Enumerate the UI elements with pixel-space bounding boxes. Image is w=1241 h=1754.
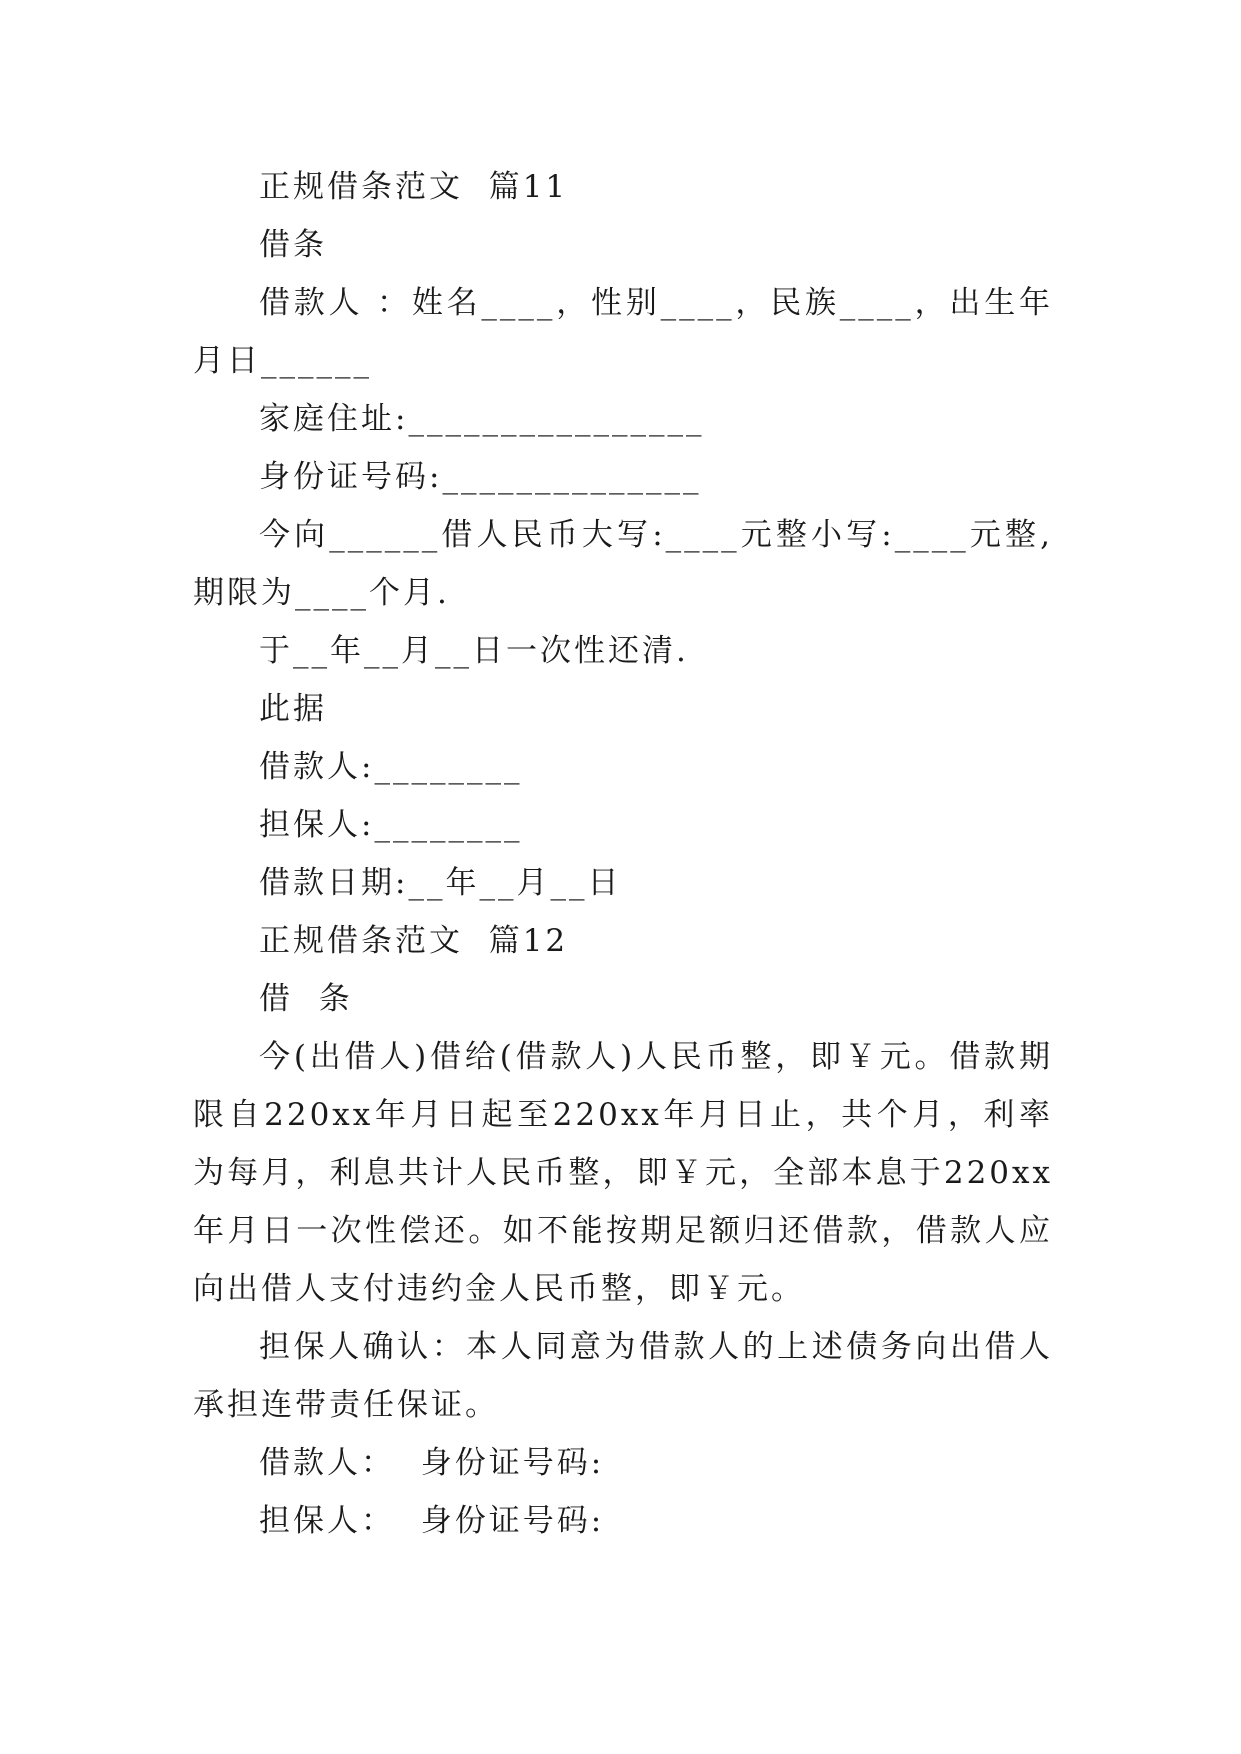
- home-address-line: 家庭住址:________________: [259, 401, 705, 437]
- guarantor-signature-line: 担保人:________: [259, 807, 523, 843]
- guarantor-id-line: 担保人： 身份证号码:: [259, 1503, 605, 1539]
- receipt-note: 此据: [259, 691, 327, 727]
- borrower-signature-line: 借款人:________: [259, 749, 523, 785]
- borrower-info-line: 借款人 ：姓名____，性别____，民族____，出生年月日______: [193, 285, 1053, 379]
- document-title-2: 借 条: [259, 981, 353, 1017]
- repayment-date-line: 于__年__月__日一次性还清.: [259, 633, 689, 669]
- section-heading-12: 正规借条范文 篇12: [259, 923, 569, 959]
- loan-amount-line: 今向______借人民币大写:____元整小写:____元整,期限为____个月.: [193, 517, 1053, 611]
- id-number-line: 身份证号码:______________: [259, 459, 702, 495]
- guarantor-confirmation-paragraph: 担保人确认：本人同意为借款人的上述债务向出借人承担连带责任保证。: [193, 1329, 1053, 1423]
- borrower-id-line: 借款人： 身份证号码:: [259, 1445, 605, 1481]
- section-heading-11: 正规借条范文 篇11: [259, 169, 569, 205]
- document-title: 借条: [259, 227, 327, 263]
- document-body: [193, 158, 1053, 1550]
- loan-date-line: 借款日期:__年__月__日: [259, 865, 622, 901]
- loan-terms-paragraph: 今(出借人)借给(借款人)人民币整，即￥元。借款期限自220xx年月日起至220xx年月日止，共个月，利率为每月，利息共计人民币整，即￥元，全部本息于220xx年月日一次性偿还。如不能按期足额归还借款，借款人应向出借人支付违约金人民币整，即￥元。: [193, 1039, 1053, 1307]
